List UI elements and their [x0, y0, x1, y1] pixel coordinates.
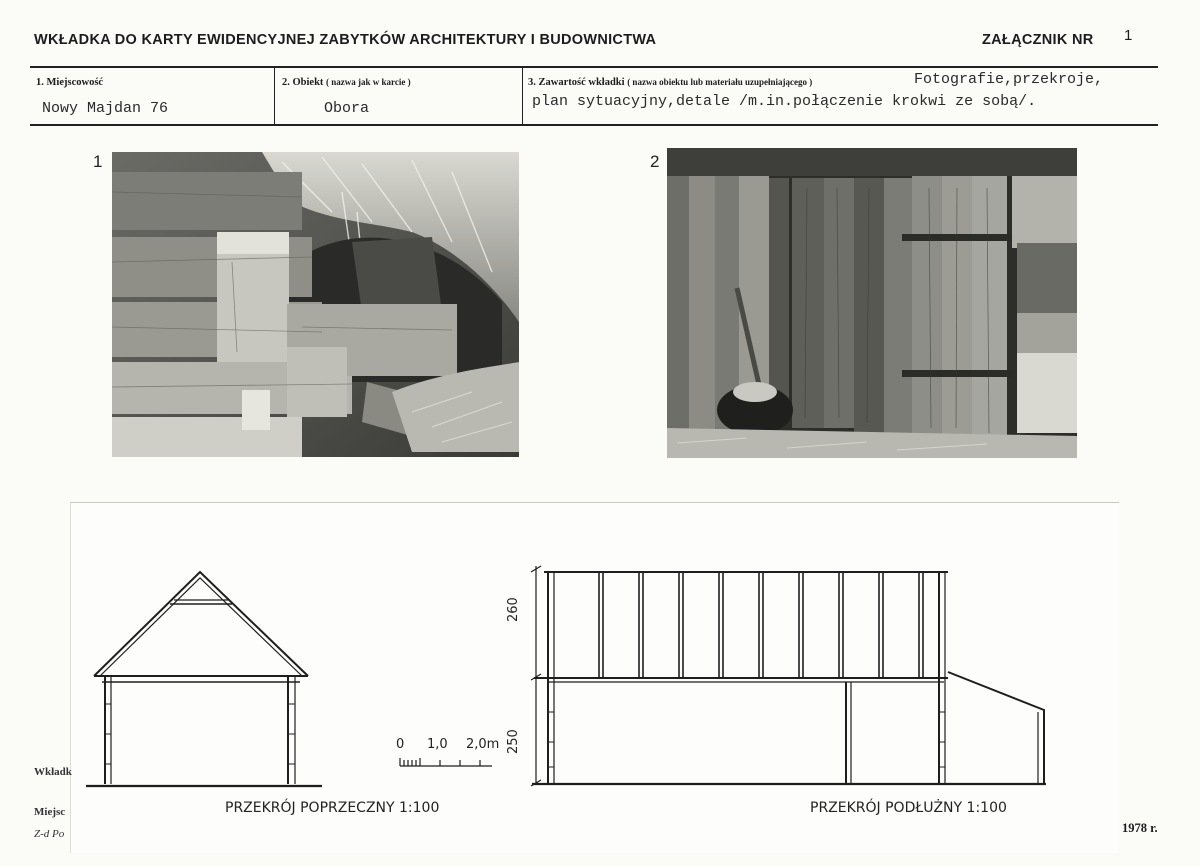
cross-section-drawing [86, 564, 326, 794]
dimension-upper: 260 [506, 597, 521, 622]
attachment-label: ZAŁĄCZNIK NR [982, 32, 1094, 48]
long-section-drawing [526, 562, 1056, 792]
field-contents-hint: ( nazwa obiektu lub materiału uzupełniającego ) [627, 77, 813, 87]
photo-1-number: 1 [93, 152, 103, 171]
faint-label-1: Wkładk [34, 766, 72, 778]
field-divider-2 [522, 66, 523, 126]
field-locality-label: 1. Miejscowość [36, 77, 104, 88]
top-rule [30, 66, 1158, 68]
cross-section-caption: PRZEKRÓJ POPRZECZNY 1:100 [225, 800, 440, 816]
field-divider-1 [274, 66, 275, 126]
field-object-hint: ( nazwa jak w karcie ) [326, 77, 411, 87]
year: 1978 r. [1122, 821, 1158, 835]
field-contents-value-line2: plan sytuacyjny,detale /m.in.połączenie krokwi ze sobą/. [532, 93, 1037, 110]
field-locality-value: Nowy Majdan 76 [42, 100, 169, 117]
bottom-rule [30, 124, 1158, 126]
scale-label-0: 0 [396, 737, 405, 752]
faint-label-3: Z-d Po [34, 828, 65, 840]
photo-2-number: 2 [650, 152, 660, 171]
photo-2-barn-door [667, 148, 1077, 458]
photo-1-log-corner [112, 152, 519, 457]
long-section-caption: PRZEKRÓJ PODŁUŻNY 1:100 [810, 800, 1007, 816]
field-object-value: Obora [324, 100, 370, 117]
form-title: WKŁADKA DO KARTY EWIDENCYJNEJ ZABYTKÓW ARCHITEKTURY I BUDOWNICTWA [34, 32, 657, 48]
attachment-number: 1 [1124, 27, 1133, 44]
scale-bar [396, 752, 496, 772]
field-object-label: 2. Obiekt ( nazwa jak w karcie ) [282, 77, 411, 88]
scale-label-1: 1,0 [427, 737, 448, 752]
scale-label-2: 2,0m [466, 737, 500, 752]
dimension-lower: 250 [506, 729, 521, 754]
field-contents-value-line1: Fotografie,przekroje, [914, 71, 1104, 88]
field-contents-label: 3. Zawartość wkładki ( nazwa obiektu lub materiału uzupełniającego ) [528, 77, 813, 88]
faint-label-2: Miejsc [34, 806, 66, 818]
